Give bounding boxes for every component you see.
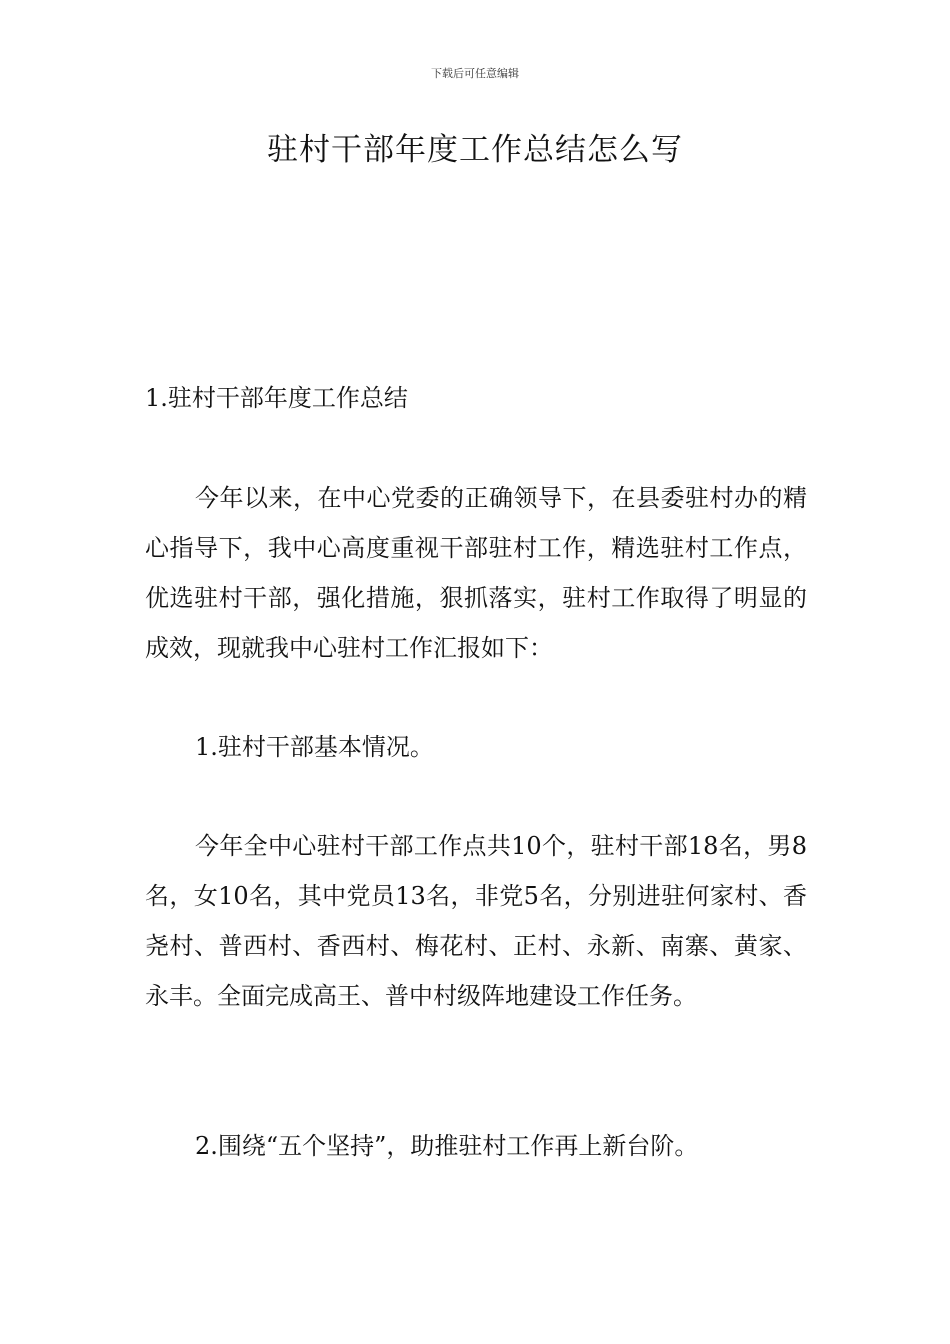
- section-heading-five-persist: 2.围绕“五个坚持”，助推驻村工作再上新台阶。: [195, 1132, 699, 1160]
- section-heading-basic-info: 1.驻村干部基本情况。: [195, 733, 434, 761]
- header-note: 下载后可任意编辑: [431, 67, 519, 80]
- intro-paragraph: 今年以来，在中心党委的正确领导下，在县委驻村办的精心指导下，我中心高度重视干部驻村工作，精选驻村工作点，优选驻村干部，强化措施，狠抓落实，驻村工作取得了明显的成效，现就我中心驻村工作汇报如下：: [145, 484, 807, 662]
- section-heading-summary: 1.驻村干部年度工作总结: [145, 384, 408, 412]
- basic-info-paragraph: 今年全中心驻村干部工作点共10个，驻村干部18名，男8名，女10名，其中党员13名，非党5名，分别进驻何家村、香尧村、普西村、香西村、梅花村、正村、永新、南寨、黄家、永丰。全面完成高王、普中村级阵地建设工作任务。: [145, 832, 807, 1010]
- document-title: 驻村干部年度工作总结怎么写: [267, 132, 683, 168]
